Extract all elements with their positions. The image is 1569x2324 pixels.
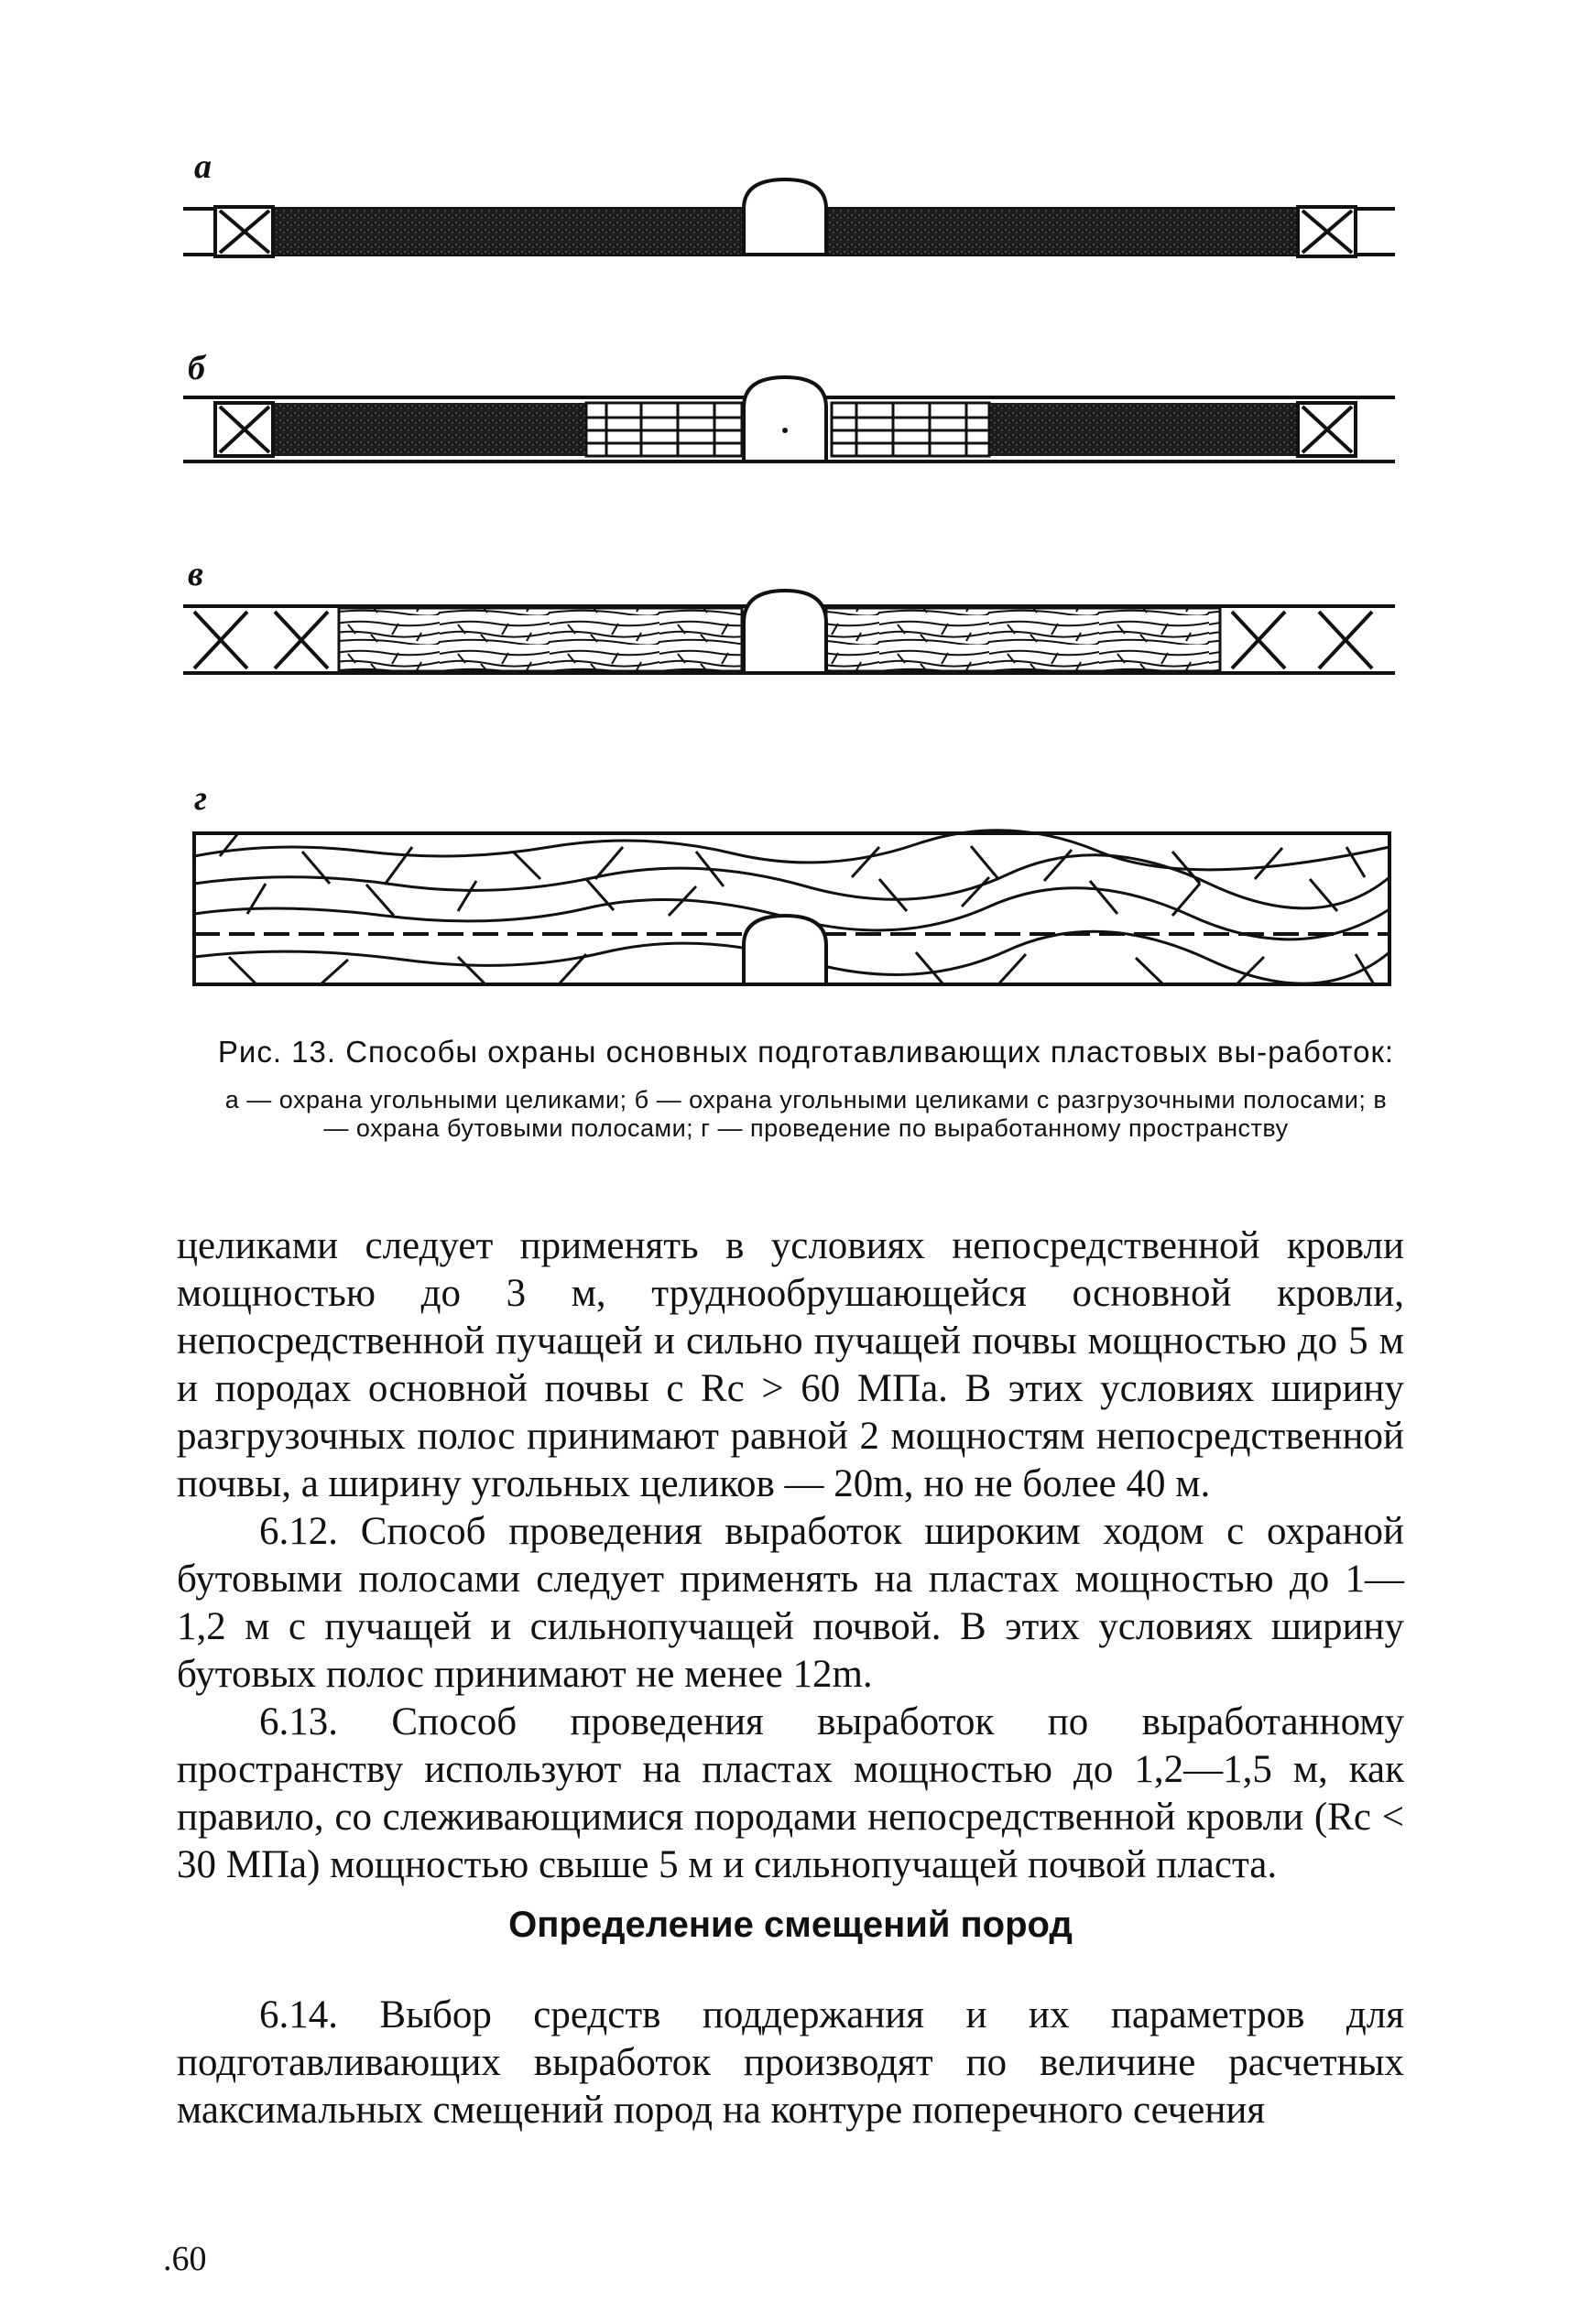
paragraph-6-14: 6.14. Выбор средств поддержания и их параметров для подготавливающих выработок производят по величине расчетных максимальных смещений пород на контуре поперечного сечения bbox=[177, 1993, 1404, 2132]
figure-caption bbox=[211, 1035, 1401, 1143]
page-number: .60 bbox=[163, 2240, 207, 2278]
figure-13 bbox=[0, 0, 1569, 1026]
pillar-cross-right bbox=[1298, 207, 1356, 256]
relief-strips-right bbox=[832, 403, 989, 456]
panel-b bbox=[183, 377, 1395, 462]
paragraph-6-12: 6.12. Способ проведения выработок широким ходом с охраной бутовыми полосами следует применять на пластах мощностью до 1—1,2 м с пучащей и сильнопучащей почвой. В этих условиях ширину бутовых полос принимают не менее 12m. bbox=[177, 1510, 1404, 1696]
panel-c bbox=[183, 591, 1395, 673]
pillar-crosses-right bbox=[1232, 612, 1372, 668]
panel-a bbox=[183, 179, 1395, 256]
pillar-cross-left bbox=[215, 403, 273, 456]
body-text-top bbox=[177, 1222, 1404, 1889]
body-text-bottom bbox=[177, 1992, 1404, 2134]
caption-title: Рис. 13. Способы охраны основных подготавливающих пластовых вы-работок: bbox=[217, 1035, 1395, 1069]
paragraph-1: целиками следует применять в условиях непосредственной кровли мощностью до 3 м, труднообрушающейся основной кровли, непосредственной пучащей и сильно пучащей почвы мощностью до 5 м и породах основной почвы с Rс > 60 МПа. В этих условиях ширину разгрузочных полос принимают равной 2 мощностям непосредственной почвы, а ширину угольных целиков — 20m, но не более 40 м. bbox=[177, 1224, 1404, 1505]
section-heading: Определение смещений пород bbox=[508, 1905, 1073, 1945]
relief-strips-left bbox=[586, 403, 742, 456]
paragraph-6-13: 6.13. Способ проведения выработок по выработанному пространству используют на пластах мощностью до 1,2—1,5 м, как правило, со слеживающимися породами непосредственной кровли (Rс < 30 МПа) мощностью свыше 5 м и сильнопучащей почвой пласта. bbox=[177, 1700, 1404, 1886]
caption-legend: а — охрана угольными целиками; б — охрана угольными целиками с разгрузочными полосами; в — охрана бутовыми полосами; г — проведение по выработанному пространству bbox=[224, 1086, 1388, 1142]
figure-drawing bbox=[0, 0, 1569, 1026]
panel-label-d: г bbox=[194, 779, 208, 818]
panel-label-c: в bbox=[188, 555, 203, 593]
pillar-cross-left bbox=[215, 207, 273, 256]
panel-d bbox=[194, 831, 1389, 984]
panel-label-a: а bbox=[194, 147, 212, 186]
pillar-crosses-left bbox=[194, 612, 328, 668]
panel-label-b: б bbox=[188, 349, 205, 387]
pillar-cross-right bbox=[1298, 403, 1356, 456]
